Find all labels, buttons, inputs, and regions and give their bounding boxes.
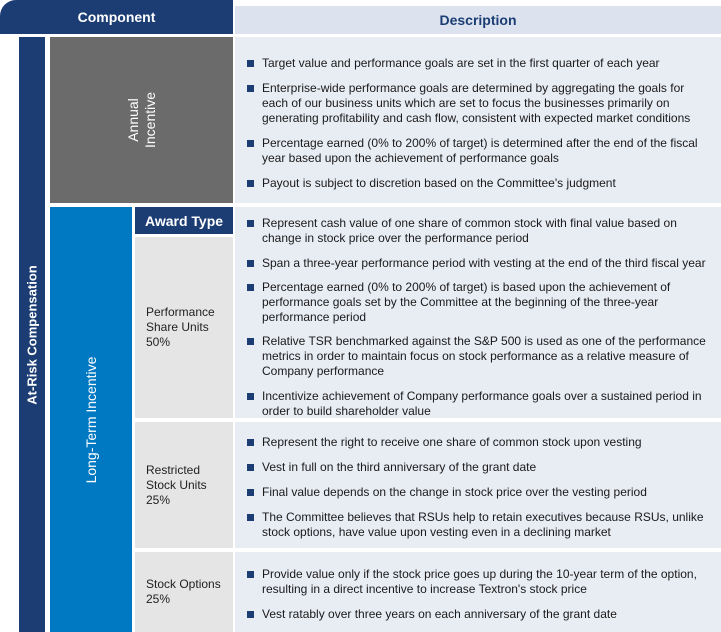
- list-item: Payout is subject to discretion based on the Committee's judgment: [245, 176, 711, 191]
- rsu-bullet-list: [245, 435, 711, 540]
- list-item: Relative TSR benchmarked against the S&P 500 is used as one of the performance metrics in order to maintain focus on stock performance as a relative measure of Company performance: [245, 334, 711, 379]
- list-item: Represent the right to receive one share of common stock upon vesting: [245, 435, 711, 450]
- list-item: The Committee believes that RSUs help to retain executives because RSUs, unlike stock options, have value upon vesting even in a declining market: [245, 510, 711, 540]
- award-name-line1: Stock Options: [146, 577, 221, 591]
- list-item: Percentage earned (0% to 200% of target) is based upon the achievement of performance goals set by the Committee at the beginning of the three-year performance period: [245, 280, 711, 325]
- list-item: Vest ratably over three years on each anniversary of the grant date: [245, 607, 711, 622]
- award-name-line1: Restricted: [146, 462, 201, 477]
- performance-share-units-description: [235, 207, 721, 418]
- list-item: Percentage earned (0% to 200% of target) is determined after the end of the fiscal year based upon the achievement of performance goals: [245, 136, 711, 166]
- award-performance-share-units: [135, 237, 233, 418]
- list-item: Target value and performance goals are set in the first quarter of each year: [245, 56, 711, 71]
- list-item: Enterprise-wide performance goals are determined by aggregating the goals for each of our business units which are set to focus the businesses primarily on generating profitability and cash flow, consistent with expected market conditions: [245, 81, 711, 126]
- long-term-incentive-label: Long-Term Incentive: [83, 356, 99, 483]
- long-term-incentive-bar: [50, 207, 132, 632]
- annual-incentive-description: [235, 37, 721, 203]
- stock-options-description: [235, 552, 721, 632]
- list-item: Provide value only if the stock price goes up during the 10-year term of the option, resulting in a direct incentive to increase Textron's stock price: [245, 567, 711, 597]
- psu-bullet-list: [245, 216, 711, 419]
- list-item: Vest in full on the third anniversary of the grant date: [245, 460, 711, 475]
- options-bullet-list: [245, 567, 711, 622]
- award-name-line2: Share Units: [146, 320, 209, 334]
- annual-incentive-label-line1: Annual: [124, 98, 141, 142]
- description-header: Description: [235, 6, 721, 34]
- annual-incentive-label-line2: Incentive: [141, 91, 158, 149]
- list-item: Final value depends on the change in stock price over the vesting period: [245, 485, 711, 500]
- component-header: Component: [0, 0, 233, 34]
- award-percentage: 25%: [146, 492, 171, 507]
- restricted-stock-units-description: [235, 422, 721, 548]
- award-restricted-stock-units: [135, 422, 233, 548]
- award-name-line2: Stock Units: [146, 477, 207, 492]
- list-item: Incentivize achievement of Company performance goals over a sustained period in order to build shareholder value: [245, 389, 711, 419]
- annual-incentive-box: [50, 37, 233, 203]
- award-type-header: Award Type: [135, 207, 233, 234]
- list-item: Represent cash value of one share of common stock with final value based on change in stock price over the performance period: [245, 216, 711, 246]
- award-name-line1: Performance: [146, 305, 215, 319]
- award-stock-options: [135, 552, 233, 632]
- award-percentage: 50%: [146, 335, 171, 349]
- at-risk-compensation-bar: [19, 37, 45, 632]
- award-percentage: 25%: [146, 592, 171, 606]
- at-risk-compensation-label: At-Risk Compensation: [24, 264, 40, 405]
- annual-incentive-label: [125, 92, 159, 148]
- list-item: Span a three-year performance period with vesting at the end of the third fiscal year: [245, 256, 711, 271]
- annual-bullet-list: [245, 56, 711, 191]
